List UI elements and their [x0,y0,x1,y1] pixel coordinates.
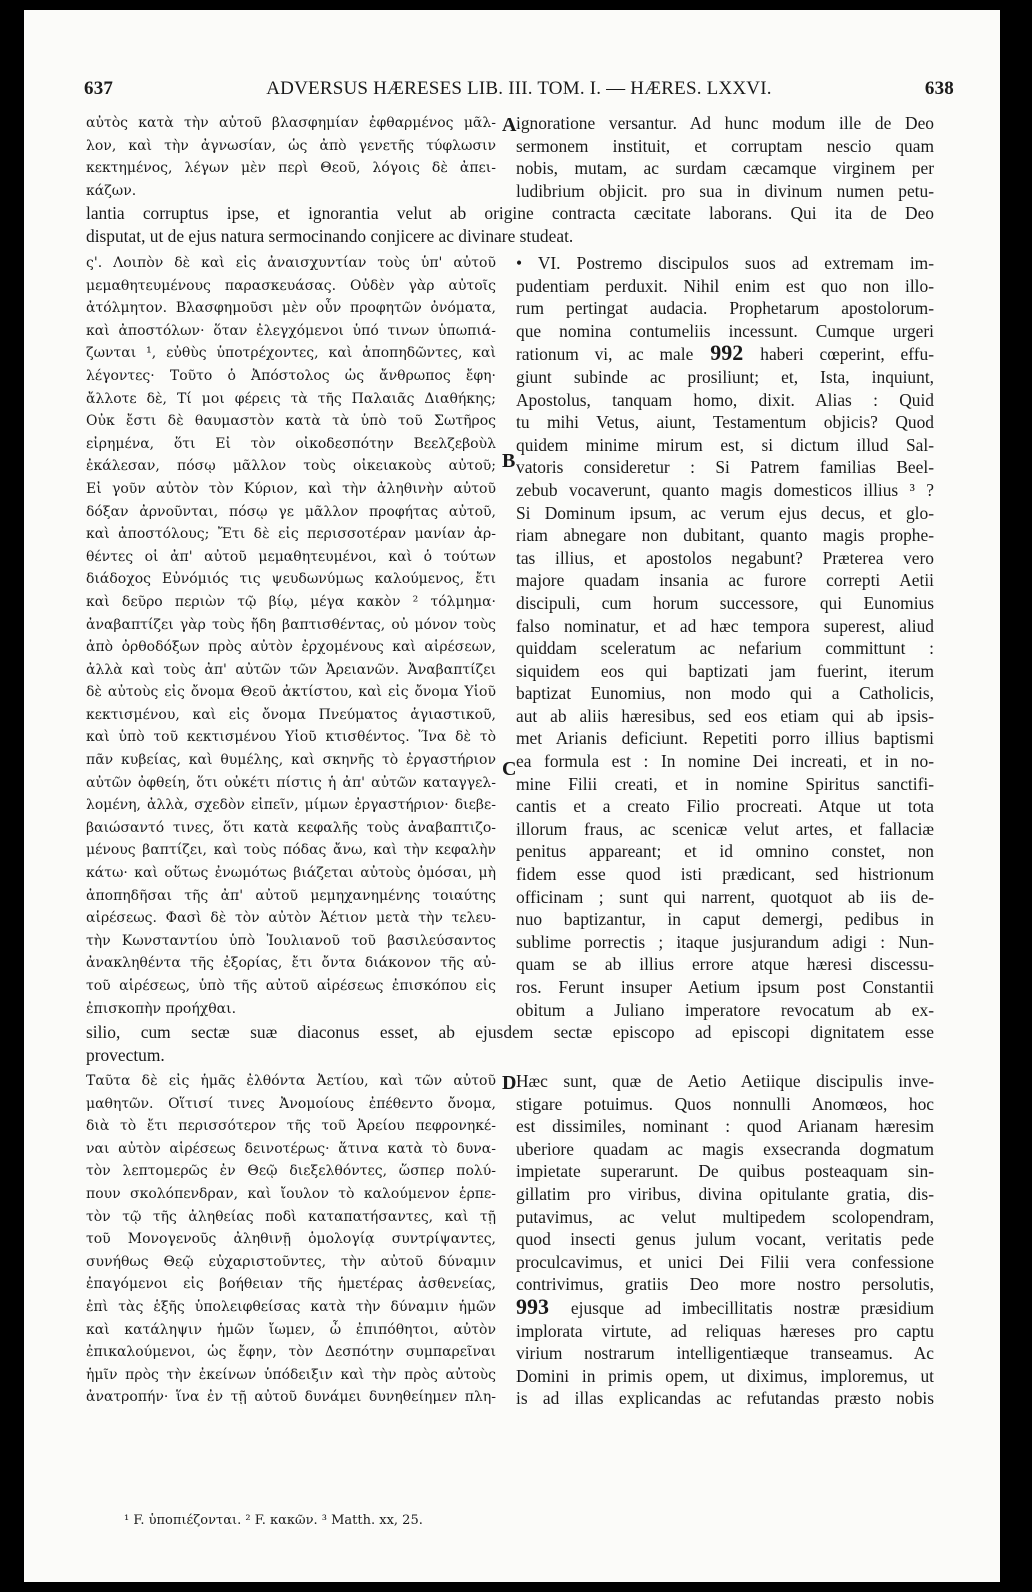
text-line: εἰρημένα, ὅτι Εἰ τὸν οἰκοδεσπότην Βεελζεβοὺλ [86,435,496,452]
text-line: tu mihi Vetus, aiunt, Testamentum objicis? Quod [516,412,934,433]
text-line: μαθητῶν. Οἵτισί τινες Ἀνομοίους ἐπέθεντο ὄνομα, [86,1095,496,1112]
text-line: ἡμῖν πρὸς τὴν ἐκείνων ὑπόδειξιν καὶ τὴν πρὸς αὐτοὺς [86,1366,496,1383]
text-line: αὐτὸς κατὰ τὴν αὐτοῦ βλασφημίαν ἐφθαρμένος μᾶλ- [86,115,496,131]
marginal-number-992: 992 [693,342,761,366]
text-line: penitus appareant; et id omnino constet, non [516,841,934,862]
text-line: κεκτημένος, λέγων μὲν περὶ Θεοῦ, λόγοις δὲ ἀπει- [86,160,496,177]
text-line: quidem minime mirum est, si dictum illud Sal- [516,434,934,455]
text-line: Apostolus, tanquam homo, dixit. Alias : Quid [516,389,934,410]
text-line [516,342,934,366]
text-line: quod insecti genus julum vocant, veritatis pede [516,1229,934,1250]
page-number-right: 638 [924,78,954,99]
text-line: majore quadam insania ac furore correpti Aetii [516,570,934,591]
text-line: διὰ τὸ ἔτι περισσότερον τῆς τοῦ Ἀρείου πεφρονηκέ- [86,1118,496,1135]
text-line: quiddam sceleratum ac nefarium committunt : [516,638,934,659]
section-marker-a: A [502,114,517,136]
full-width-paragraph-1 [86,202,934,247]
text-line: sermonem instituit, et corruptam nescio quam [516,135,934,156]
section-marker-b: B [502,450,516,472]
text-line: βαιώσαντό τινες, ὅτι κατὰ κεφαλῆς τοὺς ἀναβαπτιζο- [86,819,496,836]
text-line: implorata virtute, ad reliquas hæreses pro captu [516,1320,934,1341]
text-line: ἐπισκοπὴν προήχθαι. [86,1000,237,1017]
text-line: baptizat Eunomius, non modo qui a Catholicis, [516,683,934,704]
text-line: ἀτόλμητον. Βλασφημοῦσι μὲν οὖν προφητῶν ὀνόματα, [86,300,496,317]
text-line: discipuli, cum horum successore, qui Eunomius [516,592,934,613]
text-line: is ad illas explicandas ac refutandas præsto nobis [516,1388,934,1409]
text-line: αὐτῶν ὀφθείη, ὅτι οὐκέτι πίστις ἡ ἀπ' αὐτῶν καταγγελ- [86,774,496,791]
text-line: sublime porrectis ; itaque jusjurandum adigi : Nun- [516,931,934,952]
text-line: Εἰ γοῦν αὐτὸν τὸν Κύριον, καὶ τὴν ἀληθινὴν αὐτοῦ [86,480,496,497]
text-line: silio, cum sectæ suæ diaconus esset, ab ejusdem sectæ episcopo ad episcopi dignitatem esse [86,1022,934,1042]
text-line: καὶ ἀποστόλων· ὅταν ἐλεγχόμενοι ὑπό τινων ὑπωπιά- [86,322,496,339]
text-line: gillatim pro viribus, divina opitulante gratia, dis- [516,1183,934,1204]
text-line: officinam ; sunt qui narrent, quotquot ab iis de- [516,886,934,907]
text-line: tas illius, et apostolos negabunt? Præterea vero [516,547,934,568]
text-line: ἀπὸ ὀρθοδόξων πρὸς αὐτὸν ἐρχομένους καὶ αἱρέσεων, [86,639,496,656]
text-line: ἀναβαπτίζει γὰρ τοὺς ἤδη βαπτισθέντας, οὐ μόνον τοὺς [86,616,496,633]
text-line: ἐπὶ τὰς ἑξῆς ὑπολειφθείσας κατὰ τὴν δύναμιν ἡμῶν [86,1298,496,1315]
text-line: riam abnegare non dubitant, quanto magis prophe- [516,525,934,546]
text-line: uberiore quadam ac magis exsecranda dogmatum [516,1138,934,1159]
text-line: ἐπικαλούμενοι, ὡς ἔφην, τὸν Δεσπότην συμπαρεῖναι [86,1344,496,1361]
text-line: vatoris consideretur : Si Patrem familias Beel- [516,457,934,478]
text-line: proculcavimus, et unici Dei Filii vera confessione [516,1251,934,1272]
text-line: Ταῦτα δὲ εἰς ἡμᾶς ἐλθόντα Ἀετίου, καὶ τῶν αὐτοῦ [86,1073,496,1089]
text-line: falso nominatur, et ad hæc tempora superest, aliud [516,615,934,636]
latin-column-top [516,112,934,202]
text-line: πᾶν κυβείας, καὶ θυμέλης, καὶ σκηνῆς τὸ ἐργαστήριον [86,752,496,769]
text-line: ζωνται ¹, εὐθὺς ὑποτρέχοντες, καὶ ἀποπηδῶντες, καὶ [86,345,496,362]
text-line: nobis, mutam, ac surdam cæcamque virginem per [516,158,934,179]
latin-column-bottom [516,1070,934,1410]
text-line: • VI. Postremo discipulos suos ad extremam im- [516,253,934,273]
text-line: διάδοχος Εὐνόμιός τις ψευδωνύμως καλούμενος, ἔτι [86,571,496,588]
text-segment: rationum vi, ac male [516,344,694,365]
text-line: δὲ αὐτοὺς εἰς ὄνομα Θεοῦ ἀκτίστου, καὶ εἰς ὄνομα Υἱοῦ [86,684,496,701]
text-line: καὶ ὑπὸ τοῦ κεκτισμένου Υἱοῦ κτισθέντος. Ἵνα δὲ τὸ [86,729,496,746]
text-line: κάτω· καὶ οὕτως ἐνωμότως βιάζεται αὐτοὺς ὀμόσαι, μὴ [86,865,496,882]
text-line: quam se ab illius errore atque hæresi discessu- [516,954,934,975]
marginal-number-993: 993 [516,1295,571,1319]
text-line: nuo baptizantur, in caput demergi, pedibus in [516,909,934,930]
text-line: Domini in primis opem, ut diximus, imploremus, ut [516,1365,934,1386]
text-line: siquidem eos qui baptizati jam fuerint, iterum [516,660,934,681]
text-line: τὸν τῷ τῆς ἀληθείας ποδὶ καταπατήσαντες, καὶ τῇ [86,1208,496,1225]
text-line: λον, καὶ τὴν ἀγνωσίαν, ὡς ἀπὸ γενετῆς τύφλωσιν [86,137,496,154]
text-line: ludibrium objicit. pro sua in divinum numen petu- [516,180,934,201]
running-title: ADVERSUS HÆRESES LIB. III. TOM. I. — HÆRES. LXXVI. [266,78,772,99]
text-line: impietate superarunt. De quibus posteaquam sin- [516,1161,934,1182]
text-line: τοῦ Μονογενοῦς ἀληθινῇ ὁμολογίᾳ συντρίψαντες, [86,1231,496,1248]
text-line: καὶ κατάληψιν ἡμῶν ἴωμεν, ὦ ἐπιπόθητοι, αὐτὸν [86,1321,496,1338]
greek-column-middle [86,252,496,1020]
text-line: ἀνατροπήν· ἵνα ἐν τῇ αὐτοῦ δυνάμει δυνηθείημεν πλη- [86,1389,496,1406]
text-line: ἀποπηδῆσαι τῆς ἀπ' αὐτοῦ μεμηχανημένης τοιαύτης [86,887,496,904]
text-line: καὶ δεῦρο περιὼν τῷ βίῳ, μέγα κακὸν ² τόλμημα· [86,593,496,610]
running-header [84,78,954,112]
greek-column-bottom [86,1070,496,1409]
section-marker-c: C [502,758,517,780]
text-line: pudentiam perduxit. Nihil enim est quo non illo- [516,275,934,296]
text-line: putavimus, ac velut multipedem scolopendram, [516,1206,934,1227]
text-line: met Arianis deficiunt. Repetiti porro illius baptismi [516,728,934,749]
text-line: ἀλλὰ καὶ τοὺς ἀπ' αὐτῶν τῶν Ἀρειανῶν. Ἀναβαπτίζει [86,661,496,678]
text-line: Οὐκ ἔστι δὲ θαυμαστὸν κατὰ τὰ ὑπὸ τοῦ Σωτῆρος [86,413,496,430]
text-line: λέγοντες· Τοῦτο ὁ Ἀπόστολος ὡς ἄνθρωπος ἔφη· [86,367,496,384]
text-line: ἀνακληθέντα τῆς ἐξορίας, ἔτι ὄντα διάκονον τῆς αὐ- [86,955,496,972]
text-line: ros. Ferunt insuper Aetium ipsum post Constantii [516,977,934,997]
text-line: ἄλλοτε δὲ, Τί μοι φέρεις τὰ τῆς Παλαιᾶς Διαθήκης; [86,390,496,407]
page-number-left: 637 [84,78,114,99]
document-page [24,10,1000,1582]
text-line: ναι αὐτὸν αἱρέσεως δεινοτέρως· ἅτινα κατὰ τὸ δυνα- [86,1140,496,1157]
text-line: mine Filii creati, et in nomine Spiritus sanctifi- [516,773,934,794]
text-line [516,1296,934,1320]
text-line: Hæc sunt, quæ de Aetio Aetiique discipulis inve- [516,1071,934,1091]
text-line: obitum a Juliano imperatore revocatum ab ex- [516,999,934,1020]
text-line: μένους βαπτίζει, καὶ τοὺς πόδας ἄνω, καὶ τὴν κεφαλὴν [86,842,496,859]
text-line: ἐπαγόμενοι εἰς βοήθειαν τῆς ἡμετέρας ἀσθενείας, [86,1276,496,1293]
text-line: que nomina contumeliis incessunt. Cumque urgeri [516,320,934,341]
full-width-paragraph-2 [86,1021,934,1066]
text-line: disputat, ut de ejus natura sermocinando conjicere ac divinare studeat. [86,225,574,246]
text-line: rum pertingat audacia. Prophetarum apostolorum- [516,298,934,319]
text-line: κεκτισμένου, καὶ εἰς ὄνομα Πνεύματος ἁγιαστικοῦ, [86,706,496,723]
text-line: contrivimus, gratiis Deo more nostro persolutis, [516,1274,934,1295]
text-line: τὸν λεπτομερῶς ἐν Θεῷ διεξελθόντες, ὥσπερ πολύ- [86,1163,496,1180]
text-line: est dissimiles, nominant : quod Arianam hæresim [516,1116,934,1137]
text-line: illorum fraus, ac scenicæ velut artes, et fallaciæ [516,818,934,839]
text-line: τὴν Κωνσταντίου ὑπὸ Ἰουλιανοῦ τοῦ βασιλεύσαντος [86,932,496,949]
greek-column-top [86,112,496,202]
text-line: καὶ ἀποστόλους; Ἔτι δὲ εἰς περισσοτέραν μανίαν ἀρ- [86,526,496,543]
text-line: τοῦ αἱρέσεως, ὑπὸ τῆς αὐτοῦ αἱρέσεως ἐπισκόπου εἰς [86,978,496,994]
text-line: Si Dominum ipsum, ac verum ejus decus, et glo- [516,502,934,523]
text-line: stigare potuimus. Quos nonnulli Anomœos, hoc [516,1093,934,1114]
text-line: virium nostrarum intelligentiæque transeamus. Ac [516,1343,934,1364]
text-segment: haberi cœperint, effu- [760,344,934,365]
text-line: ea formula est : In nomine Dei increati, et in no- [516,751,934,772]
footnotes: ¹ F. ὑποπιέζονται. ² F. κακῶν. ³ Matth. xx, 25. [124,1513,423,1528]
text-line: θέντες οἱ ἀπ' αὐτοῦ μεμαθητευμένοι, καὶ ὁ τούτων [86,548,496,565]
text-line: αἱρέσεως. Φασὶ δὲ τὸν αὐτὸν Ἀέτιον μετὰ τὴν τελευ- [86,910,496,927]
text-line: ς'. Λοιπὸν δὲ καὶ εἰς ἀναισχυντίαν τοὺς ὑπ' αὐτοῦ [86,255,496,271]
text-line: provectum. [86,1044,165,1065]
text-line: aut ab aliis hæresibus, sed eos etiam qui ab ipsis- [516,705,934,726]
text-line: giunt subinde ac prosiliunt; et, Ista, inquiunt, [516,366,934,387]
latin-column-middle [516,252,934,1021]
text-line: λομένη, ἀλλὰ, σχεδὸν εἰπεῖν, μίμων ἐργαστήριον· διεβε- [86,797,496,814]
text-line: cantis et a creato Filio procreati. Atque ut tota [516,796,934,817]
text-line: ἐκάλεσαν, πόσῳ μᾶλλον τοὺς οἰκειακοὺς αὐτοῦ; [86,458,496,475]
text-segment: ejusque ad imbecillitatis nostræ præsidium [570,1297,934,1318]
section-marker-d: D [502,1072,517,1094]
text-line: συνήθως Θεῷ εὐχαριστοῦντες, τὴν αὐτοῦ δύναμιν [86,1253,496,1270]
text-line: ignoratione versantur. Ad hunc modum ille de Deo [516,113,934,133]
text-line: zebub vocaverunt, quanto magis domesticos illius ³ ? [516,479,934,500]
text-line: δόξαν ἀρνοῦνται, πόσῳ γε μᾶλλον προφήτας αὐτοῦ, [86,503,496,520]
text-line: μεμαθητευμένους παρασκευάσας. Οὐδὲν γὰρ αὐτοῖς [86,277,496,294]
text-line: fidem esse quod isti prædicant, sed histrionum [516,864,934,885]
text-line: πουν σκολόπενδραν, καὶ ἴουλον τὸ καλούμενον ἑρπε- [86,1185,496,1202]
text-line: κάζων. [86,182,137,199]
text-line: lantia corruptus ipse, et ignorantia velut ab origine contracta cæcitate laborans. Qui ita de Deo [86,203,934,223]
